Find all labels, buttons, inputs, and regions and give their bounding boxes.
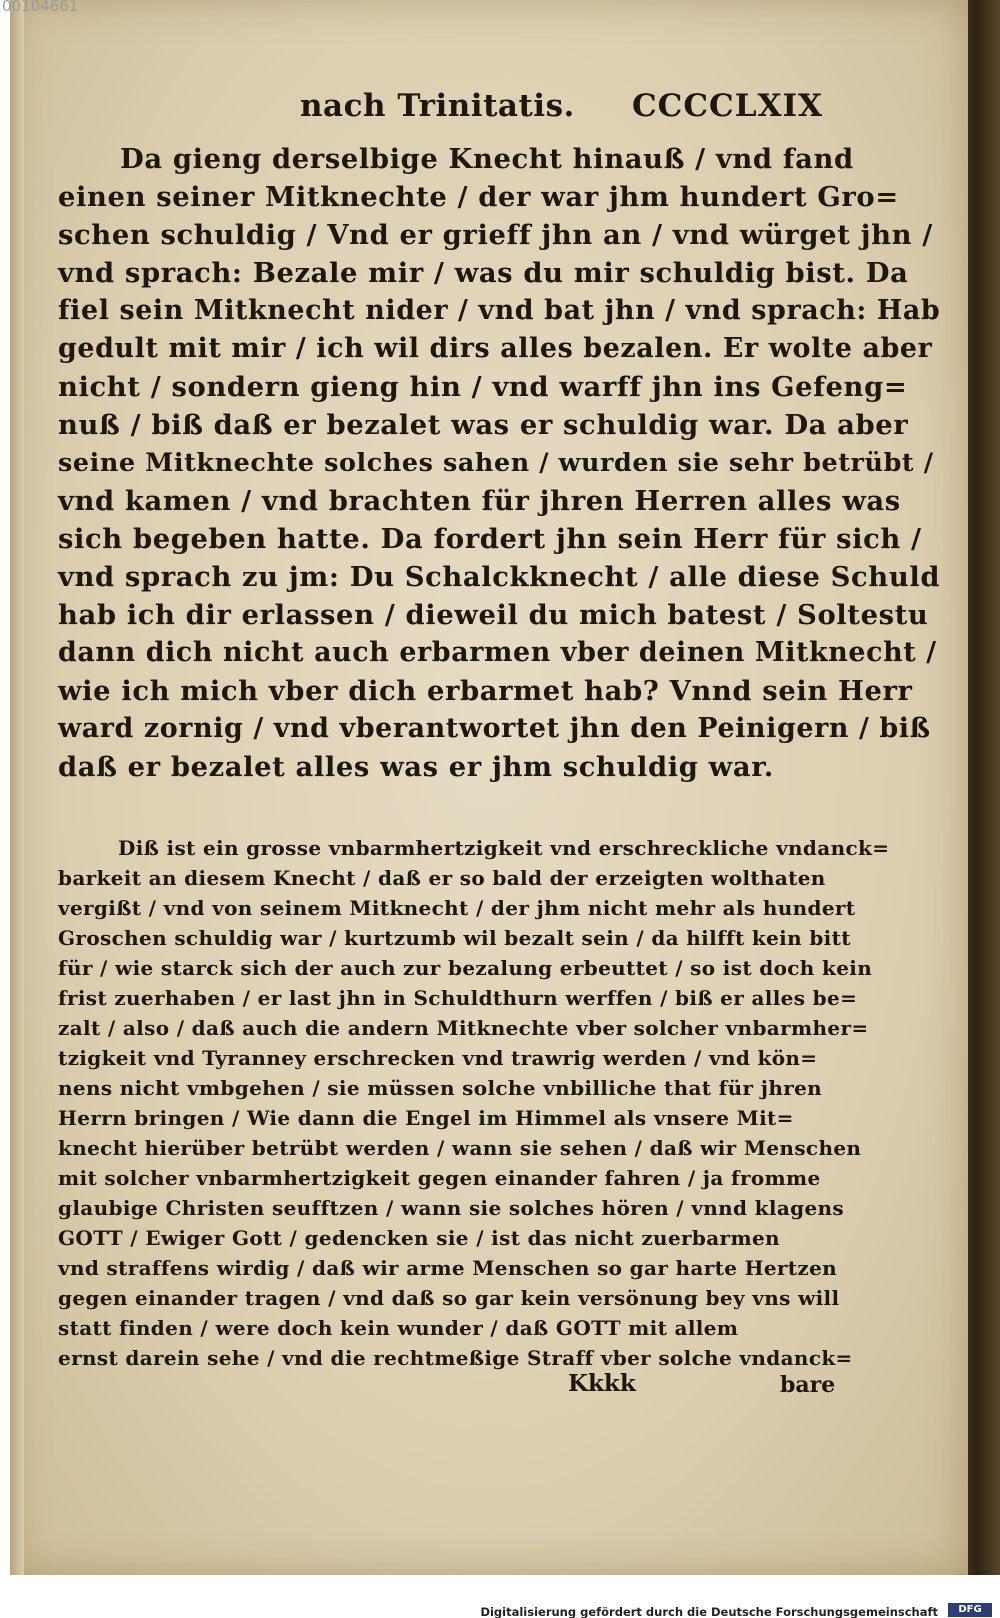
page-edge [10, 0, 24, 1575]
main-text-line: einen seiner Mitknechte / der war jhm hundert Gro= [58, 181, 899, 213]
main-text-line: dann dich nicht auch erbarmen vber deinen Mitknecht / [58, 637, 937, 668]
library-stamp-id: 00104661 [2, 0, 79, 15]
running-head: nach Trinitatis. [300, 88, 575, 124]
commentary-line: gegen einander tragen / vnd daß so gar kein versönung bey vns will [58, 1286, 840, 1310]
commentary-line: knecht hierüber betrübt werden / wann sie sehen / daß wir Menschen [58, 1136, 862, 1160]
main-text-line: seine Mitknechte solches sahen / wurden sie sehr betrübt / [58, 447, 934, 477]
commentary-line: nens nicht vmbgehen / sie müssen solche vnbilliche that für jhren [58, 1076, 823, 1100]
main-text-line: vnd sprach: Bezale mir / was du mir schuldig bist. Da [58, 257, 909, 289]
main-text-line: nuß / biß daß er bezalet was er schuldig war. Da aber [58, 409, 909, 441]
commentary-line: zalt / also / daß auch die andern Mitknechte vber solcher vnbarmher= [58, 1016, 869, 1040]
commentary-line: barkeit an diesem Knecht / daß er so bald der erzeigten wolthaten [58, 866, 826, 890]
main-text-line: wie ich mich vber dich erbarmet hab? Vnnd sein Herr [58, 675, 913, 707]
main-text-line: vnd kamen / vnd brachten für jhren Herren alles was [58, 485, 901, 517]
commentary-line: frist zuerhaben / er last jhn in Schuldthurn werffen / biß er alles be= [58, 986, 858, 1010]
commentary-line: ernst darein sehe / vnd die rechtmeßige Straff vber solche vndanck= [58, 1346, 853, 1370]
main-text-line: schen schuldig / Vnd er grieff jhn an / vnd würget jhn / [58, 219, 933, 251]
commentary-line: Herrn bringen / Wie dann die Engel im Himmel als vnsere Mit= [58, 1106, 794, 1130]
signature-mark: Kkkk [568, 1370, 636, 1397]
commentary-line: Groschen schuldig war / kurtzumb wil bezalt sein / da hilfft kein bitt [58, 926, 851, 950]
commentary-line: tzigkeit vnd Tyranney erschrecken vnd trawrig werden / vnd kön= [58, 1046, 818, 1070]
main-text-line: daß er bezalet alles was er jhm schuldig war. [58, 751, 774, 783]
main-text-line: fiel sein Mitknecht nider / vnd bat jhn / vnd sprach: Hab [58, 295, 941, 326]
main-text-line: gedult mit mir / ich wil dirs alles bezalen. Er wolte aber [58, 333, 933, 364]
commentary-line: vnd straffens wirdig / daß wir arme Menschen so gar harte Hertzen [58, 1256, 838, 1280]
commentary-line: glaubige Christen seufftzen / wann sie solches hören / vnnd klagens [58, 1196, 845, 1220]
commentary-line: GOTT / Ewiger Gott / gedencken sie / ist das nicht zuerbarmen [58, 1226, 780, 1250]
main-text-line: vnd sprach zu jm: Du Schalckknecht / alle diese Schuld [58, 561, 941, 593]
main-text-line: ward zornig / vnd vberantwortet jhn den Peinigern / biß [58, 713, 931, 744]
commentary-line: für / wie starck sich der auch zur bezalung erbeuttet / so ist doch kein [58, 956, 873, 980]
commentary-line: statt finden / were doch kein wunder / daß GOTT mit allem [58, 1316, 739, 1340]
commentary-line: mit solcher vnbarmhertzigkeit gegen einander fahren / ja fromme [58, 1166, 821, 1190]
main-text-line: hab ich dir erlassen / dieweil du mich batest / Soltestu [58, 599, 929, 631]
main-text-line: sich begeben hatte. Da fordert jhn sein Herr für sich / [58, 523, 922, 555]
commentary-line: Diß ist ein grosse vnbarmhertzigkeit vnd erschreckliche vndanck= [118, 836, 890, 860]
main-text-line: Da gieng derselbige Knecht hinauß / vnd fand [120, 143, 854, 175]
funding-credit: Digitalisierung gefördert durch die Deutsche Forschungsgemeinschaft [480, 1605, 938, 1618]
commentary-line: vergißt / vnd von seinem Mitknecht / der jhm nicht mehr als hundert [58, 896, 856, 920]
catchword: bare [780, 1372, 836, 1398]
dfg-logo: DFG [948, 1603, 992, 1617]
folio-number: CCCCLXIX [632, 88, 824, 124]
main-text-line: nicht / sondern gieng hin / vnd warff jhn ins Gefeng= [58, 371, 908, 403]
